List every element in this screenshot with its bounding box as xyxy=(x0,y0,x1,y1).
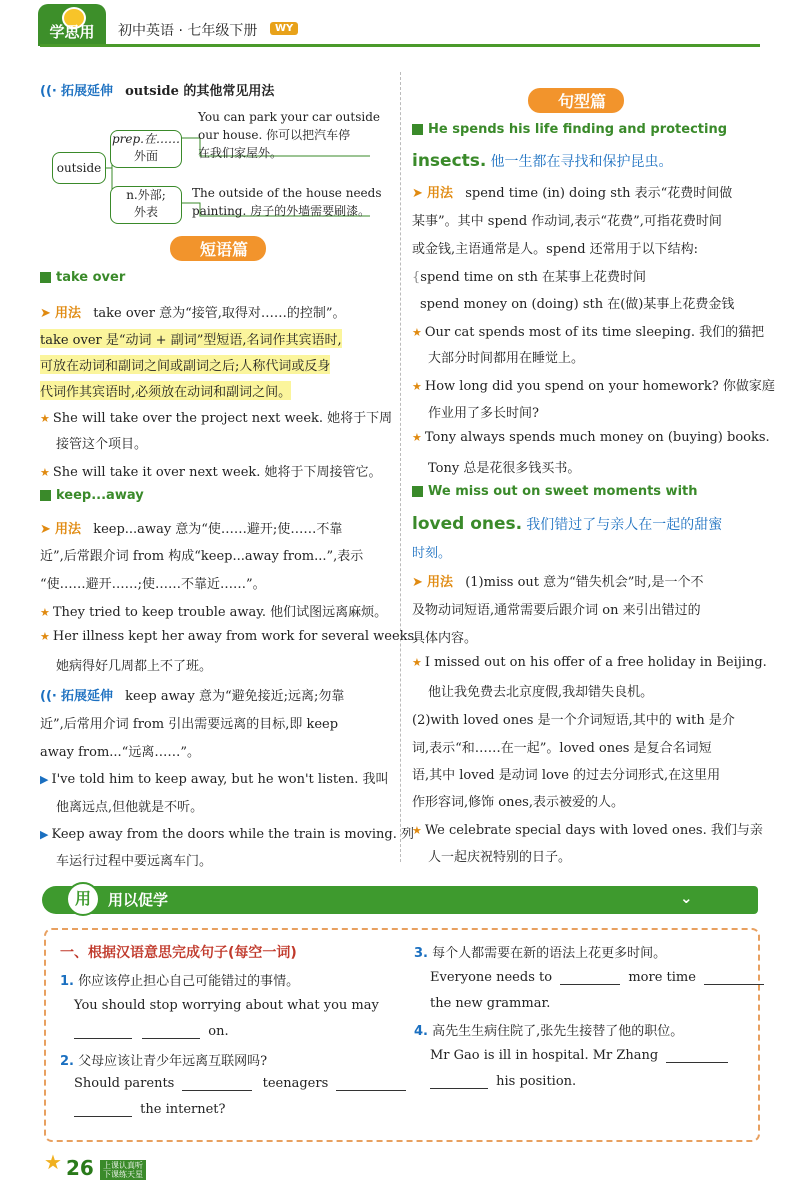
takeover-l1: take over 意为“接管,取得对……的控制”。 xyxy=(93,306,346,321)
s1-cn: 他一生都在寻找和保护昆虫。 xyxy=(490,154,673,170)
q2-blank-2[interactable] xyxy=(336,1090,406,1091)
keepaway-ex2-l2: 她病得好几周都上不了班。 xyxy=(56,659,213,674)
square-bullet-icon xyxy=(412,124,423,135)
s2-l2: 及物动词短语,通常需要后跟介词 on 来引出错过的 xyxy=(412,603,701,618)
diagram-noun-l1: n.外部; xyxy=(126,188,166,202)
s2-en-l1: We miss out on sweet moments with xyxy=(412,484,698,499)
star-icon: ★ xyxy=(40,466,50,479)
keepaway-e2: 近”,后常用介词 from 引出需要远离的目标,即 keep xyxy=(40,717,339,732)
footer-slogan-l2: 下课练天星 xyxy=(103,1170,143,1179)
header-rule xyxy=(40,44,760,47)
square-bullet-icon xyxy=(40,490,51,501)
arrow-icon: ➤ xyxy=(40,306,51,321)
q1-cn: 1. 你应该停止担心自己可能错过的事情。 xyxy=(60,974,300,989)
takeover-ex1-l2: 接管这个项目。 xyxy=(56,437,148,452)
s2-cn-l1: 我们错过了与亲人在一起的甜蜜 xyxy=(526,517,723,533)
diagram-ex1-l1: You can park your car outside xyxy=(198,110,380,124)
q1-l2: on. xyxy=(74,1024,229,1039)
keepaway-ex3: ▶ I've told him to keep away, but he won't listen. 我叫 xyxy=(40,772,389,787)
q3-blank-2[interactable] xyxy=(704,984,764,985)
star-icon: ★ xyxy=(412,326,422,339)
q1-blank-1[interactable] xyxy=(74,1038,132,1039)
diagram-example-1 xyxy=(198,108,380,162)
column-divider xyxy=(400,72,401,862)
s1-structure-1: {spend time on sth 在某事上花费时间 xyxy=(412,270,647,285)
q4-cn: 4. 高先生生病住院了,张先生接替了他的职位。 xyxy=(414,1024,684,1039)
s1-ex1-l2: 大部分时间都用在睡觉上。 xyxy=(428,351,585,366)
star-icon: ★ xyxy=(40,630,50,643)
s1-l3: 或金钱,主语通常是人。spend 还常用于以下结构: xyxy=(412,242,699,257)
takeover-l4: 代词作其宾语时,必须放在动词和副词之间。 xyxy=(40,381,291,400)
diagram-noun-node xyxy=(110,186,182,224)
s2-cn-l2: 时刻。 xyxy=(412,546,452,561)
q2-l1: Should parents teenagers xyxy=(74,1076,406,1091)
book-title: 初中英语 · 七年级下册 xyxy=(118,23,258,39)
q1-l1: You should stop worrying about what you may xyxy=(74,998,379,1013)
s2-ex2-l2: 人一起庆祝特别的日子。 xyxy=(428,850,572,865)
sentence-banner: 句型篇 xyxy=(528,88,624,113)
q4-l2: his position. xyxy=(430,1074,576,1089)
star-icon: ★ xyxy=(412,431,422,444)
chevron-down-icon[interactable]: ⌄ xyxy=(680,889,693,907)
s1-structure-2: spend money on (doing) sth 在(做)某事上花费金钱 xyxy=(420,297,735,312)
practice-title: 用以促学 xyxy=(108,891,169,909)
star-icon: ★ xyxy=(40,412,50,425)
arrow-icon: ➤ xyxy=(412,186,423,201)
keepaway-ex4-l2: 车运行过程中要远离车门。 xyxy=(56,854,213,869)
s1-ex2: ★ How long did you spend on your homework? 你做家庭 xyxy=(412,379,775,394)
diagram-noun-l2: 外表 xyxy=(133,205,158,219)
s1-en-l1: He spends his life finding and protecting xyxy=(412,122,727,137)
takeover-l3: 可放在动词和副词之间或副词之后;人称代词或反身 xyxy=(40,355,330,374)
footer-slogan xyxy=(100,1160,146,1180)
s2-l7: 作形容词,修饰 ones,表示被爱的人。 xyxy=(412,795,624,810)
q4-l1: Mr Gao is ill in hospital. Mr Zhang xyxy=(430,1048,728,1063)
usage-label: 用法 xyxy=(55,306,82,321)
s1-ex1: ★ Our cat spends most of its time sleeping. 我们的猫把 xyxy=(412,325,765,340)
s1-usage xyxy=(412,182,732,201)
ext-label: 拓展延伸 xyxy=(60,689,113,704)
s1-l2: 某事”。其中 spend 作动词,表示“花费”,可指花费时间 xyxy=(412,214,722,229)
usage-label: 用法 xyxy=(427,575,454,590)
q2-cn: 2. 父母应该让青少年远离互联网吗? xyxy=(60,1054,268,1069)
wifi-icon: ((· xyxy=(40,689,57,704)
diagram-example-2 xyxy=(192,184,382,220)
s2-ex1-l2: 他让我免费去北京度假,我却错失良机。 xyxy=(428,685,654,700)
s2-l1: (1)miss out 意为“错失机会”时,是一个不 xyxy=(465,575,704,590)
s2-l6: 语,其中 loved 是动词 love 的过去分词形式,在这里用 xyxy=(412,768,721,783)
q3-blank-1[interactable] xyxy=(560,984,620,985)
q2-blank-1[interactable] xyxy=(182,1090,252,1091)
star-icon: ★ xyxy=(412,380,422,393)
brand-logo-text: 学思用 xyxy=(49,23,95,41)
diagram-prep-l1: prep.在…… xyxy=(111,132,181,146)
q2-l2: the internet? xyxy=(74,1102,226,1117)
keepaway-ex2: ★ Her illness kept her away from work for several weeks. xyxy=(40,629,419,644)
star-icon: ★ xyxy=(412,656,422,669)
triangle-icon: ▶ xyxy=(40,773,49,786)
s1-ex2-l2: 作业用了多长时间? xyxy=(428,406,539,421)
q4-blank-2[interactable] xyxy=(430,1088,488,1089)
takeover-ex2: ★ She will take it over next week. 她将于下周接管它。 xyxy=(40,465,382,480)
s2-l3: 具体内容。 xyxy=(412,631,478,646)
ext-label: 拓展延伸 xyxy=(60,84,113,99)
q3-cn: 3. 每个人都需要在新的语法上花更多时间。 xyxy=(414,946,667,961)
triangle-icon: ▶ xyxy=(40,828,49,841)
star-icon: ★ xyxy=(44,1150,62,1174)
ext-title: outside 的其他常见用法 xyxy=(125,84,275,99)
keepaway-title: keep...away xyxy=(40,488,144,503)
usage-label: 用法 xyxy=(55,522,82,537)
page-number: 26 xyxy=(66,1156,94,1180)
takeover-l2: take over 是“动词 + 副词”型短语,名词作其宾语时, xyxy=(40,329,342,348)
s2-usage xyxy=(412,571,704,590)
keepaway-ex4: ▶ Keep away from the doors while the train is moving. 列 xyxy=(40,827,414,842)
ext-outside-heading xyxy=(40,80,274,99)
practice-icon: 用 xyxy=(66,882,100,916)
s2-ex1: ★ I missed out on his offer of a free holiday in Beijing. xyxy=(412,655,767,670)
diagram-root: outside xyxy=(52,152,106,184)
keepaway-e3: away from...“远离……”。 xyxy=(40,745,200,760)
star-icon: ★ xyxy=(40,606,50,619)
keepaway-l1: keep...away 意为“使……避开;使……不靠 xyxy=(93,522,343,537)
s1-l1: spend time (in) doing sth 表示“花费时间做 xyxy=(465,186,733,201)
square-bullet-icon xyxy=(412,486,423,497)
keepaway-ex3-l2: 他离远点,但他就是不听。 xyxy=(56,800,204,815)
brand-logo xyxy=(38,4,106,46)
takeover-ex1: ★ She will take over the project next week. 她将于下周 xyxy=(40,411,393,426)
q3-l2: the new grammar. xyxy=(430,996,551,1011)
diagram-prep-node xyxy=(110,130,182,168)
s1-ex3-l2: Tony 总是花很多钱买书。 xyxy=(428,461,581,476)
phrase-banner: 短语篇 xyxy=(170,236,266,261)
s2-en-l2: loved ones. 我们错过了与亲人在一起的甜蜜 xyxy=(412,514,723,534)
s1-ex3: ★ Tony always spends much money on (buying) books. xyxy=(412,430,770,445)
s1-en-l2: insects. 他一生都在寻找和保护昆虫。 xyxy=(412,151,673,171)
keepaway-l3: “使……避开……;使……不靠近……”。 xyxy=(40,577,266,592)
footer-slogan-l1: 上课认真听 xyxy=(103,1161,143,1170)
edition-badge: WY xyxy=(270,22,298,35)
takeover-title: take over xyxy=(40,270,125,285)
q4-blank-1[interactable] xyxy=(666,1062,728,1063)
s2-ex2: ★ We celebrate special days with loved ones. 我们与亲 xyxy=(412,823,763,838)
q2-blank-3[interactable] xyxy=(74,1116,132,1117)
exercise-heading: 一、根据汉语意思完成句子(每空一词) xyxy=(60,945,297,961)
arrow-icon: ➤ xyxy=(412,575,423,590)
arrow-icon: ➤ xyxy=(40,522,51,537)
diagram-ex2-l2: painting. 房子的外墙需要刷漆。 xyxy=(192,204,371,218)
s2-l4: (2)with loved ones 是一个介词短语,其中的 with 是介 xyxy=(412,713,735,728)
keepaway-ex1: ★ They tried to keep trouble away. 他们试图远离麻烦。 xyxy=(40,605,388,620)
keepaway-usage xyxy=(40,518,342,537)
wifi-icon: ((· xyxy=(40,84,57,99)
diagram-ex1-l3: 在我们家屋外。 xyxy=(198,146,283,160)
star-icon: ★ xyxy=(412,824,422,837)
keepaway-e1: keep away 意为“避免接近;远离;勿靠 xyxy=(125,689,345,704)
diagram-ex2-l1: The outside of the house needs xyxy=(192,186,382,200)
square-bullet-icon xyxy=(40,272,51,283)
q3-l1: Everyone needs to more time xyxy=(430,970,764,985)
s2-l5: 词,表示“和……在一起”。loved ones 是复合名词短 xyxy=(412,741,712,756)
takeover-usage xyxy=(40,302,346,321)
keepaway-l2: 近”,后常跟介词 from 构成“keep...away from...”,表示 xyxy=(40,549,364,564)
q1-blank-2[interactable] xyxy=(142,1038,200,1039)
diagram-ex1-l2: our house. 你可以把汽车停 xyxy=(198,128,351,142)
usage-label: 用法 xyxy=(427,186,454,201)
diagram-prep-l2: 外面 xyxy=(133,149,158,163)
keepaway-ext xyxy=(40,685,344,704)
